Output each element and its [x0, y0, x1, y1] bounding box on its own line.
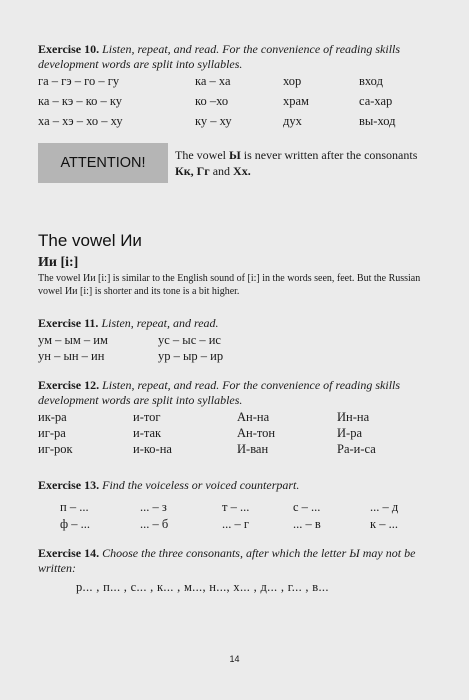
exercise-13-heading: Exercise 13. Find the voiceless or voiced counterpart.	[38, 478, 300, 492]
attention-label: ATTENTION!	[60, 155, 146, 171]
table-cell: храм	[283, 94, 309, 108]
table-cell: ка – кэ – ко – ку	[38, 94, 123, 108]
table-cell: И-ван	[237, 442, 269, 456]
section-title: The vowel Ии	[38, 231, 142, 250]
table-cell: вы-ход	[359, 114, 396, 128]
table-cell: са-хар	[359, 94, 393, 108]
table-cell: ... – г	[222, 517, 250, 531]
table-cell: к – ...	[370, 517, 398, 531]
table-cell: ун – ын – ин	[38, 349, 105, 363]
exercise-10-heading	[38, 42, 400, 57]
table-cell: хор	[283, 74, 302, 88]
exercise-10-instruction: Listen, repeat, and read. For the convenience of reading skills	[102, 42, 401, 56]
attention-note-line1: The vowel Ы is never written after the consonants	[175, 148, 418, 162]
table-cell: ур – ыр – ир	[158, 349, 224, 363]
table-cell: ... – з	[140, 500, 167, 514]
exercise-11-heading: Exercise 11. Listen, repeat, and read.	[38, 316, 219, 330]
table-cell: дух	[283, 114, 302, 128]
table-cell: п – ...	[60, 500, 89, 514]
table-cell: ф – ...	[60, 517, 90, 531]
section-description: The vowel Ии [i:] is similar to the English sound of [i:] in the words seen, feet. But the Russian vowel Ии [i:] is shorter and its tone is a bit higher.	[38, 273, 421, 297]
table-cell: Ин-на	[337, 410, 370, 424]
attention-box	[38, 143, 168, 183]
table-cell: ус – ыс – ис	[158, 333, 221, 347]
table-cell: ... – в	[293, 517, 321, 531]
exercise-14-heading: Exercise 14. Choose the three consonants, after which the letter Ы may not be	[38, 546, 416, 560]
exercise-10-label: Exercise 10.	[38, 42, 100, 56]
table-cell: га – гэ – го – гу	[38, 74, 120, 88]
table-cell: Ан-на	[237, 410, 270, 424]
table-cell: и-тог	[133, 410, 161, 424]
table-cell: с – ...	[293, 500, 321, 514]
table-cell: ик-ра	[38, 410, 67, 424]
attention-note-line2: Кк, Гг and Хх.	[175, 164, 251, 178]
table-cell: И-ра	[337, 426, 362, 440]
exercise-12-heading: Exercise 12. Listen, repeat, and read. For the convenience of reading skills	[38, 378, 401, 392]
table-cell: и-так	[133, 426, 162, 440]
page-number: 14	[229, 654, 240, 664]
table-cell: ... – б	[140, 517, 169, 531]
table-cell: Ра-и-са	[337, 442, 376, 456]
exercise-14-heading-line2: written:	[38, 561, 76, 575]
exercise-14-letter-list: р... , п... , с... , к... , м..., н..., х... , д... , г... , в...	[76, 580, 329, 594]
table-cell: ка – ха	[195, 74, 231, 88]
table-cell: ку – ху	[195, 114, 232, 128]
exercise-10-heading-line2: development words are split into syllables.	[38, 57, 243, 71]
table-cell: и-ко-на	[133, 442, 172, 456]
table-cell: Ан-тон	[237, 426, 276, 440]
table-cell: ... – д	[370, 500, 399, 514]
table-cell: иг-ра	[38, 426, 66, 440]
table-cell: ха – хэ – хо – ху	[38, 114, 123, 128]
table-cell: иг-рок	[38, 442, 73, 456]
table-cell: ум – ым – им	[38, 333, 108, 347]
table-cell: вход	[359, 74, 383, 88]
table-cell: ко –хо	[195, 94, 229, 108]
exercise-12-heading-line2: development words are split into syllables.	[38, 393, 243, 407]
section-subtitle: Ии [i:]	[38, 255, 79, 270]
table-cell: т – ...	[222, 500, 250, 514]
